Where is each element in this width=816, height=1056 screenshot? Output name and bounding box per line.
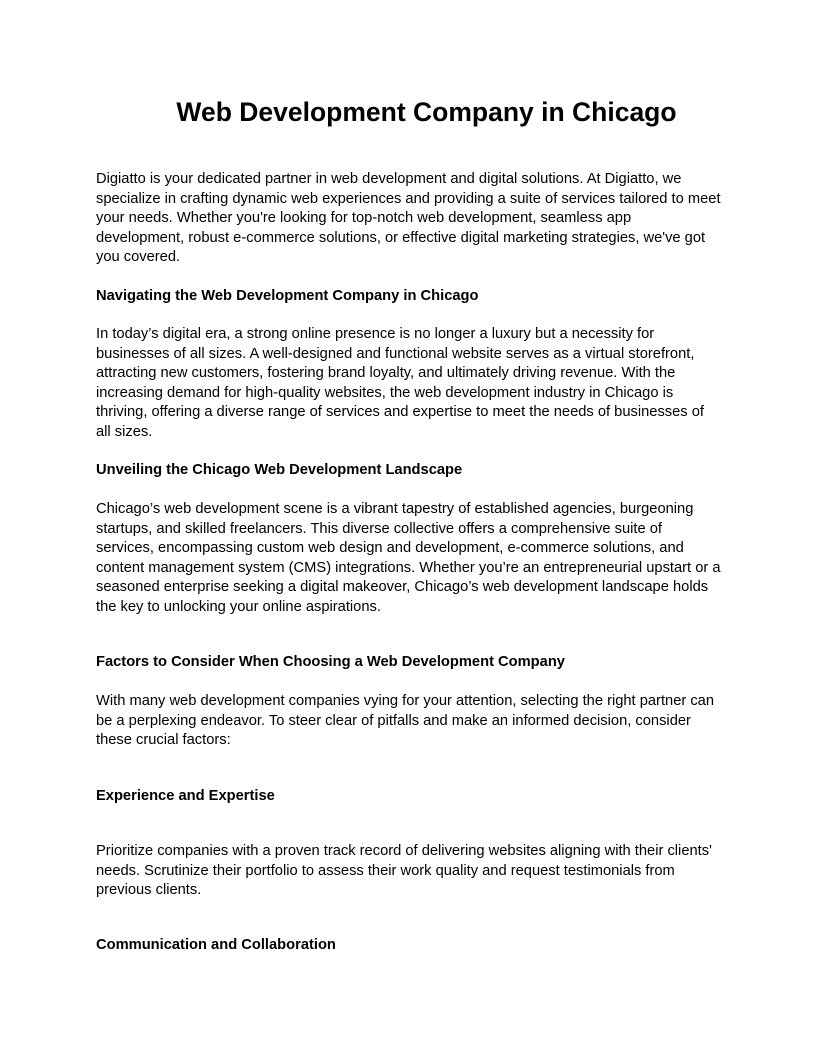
paragraph-line: your needs. Whether you're looking for top-notch web development, seamless app: [96, 210, 632, 226]
section-heading-experience: Experience and Expertise: [96, 788, 275, 804]
paragraph-line: Chicago’s web development scene is a vibrant tapestry of established agencies, burgeoning: [96, 501, 694, 517]
section-paragraph-landscape: [96, 500, 726, 617]
paragraph-line: these crucial factors:: [96, 732, 231, 748]
paragraph-line: increasing demand for high-quality websites, the web development industry in Chicago is: [96, 384, 674, 401]
paragraph-line: needs. Scrutinize their portfolio to assess their work quality and request testimonials from: [96, 862, 675, 879]
section-paragraph-factors: [96, 692, 726, 751]
paragraph-line: all sizes.: [96, 423, 153, 440]
paragraph-line: thriving, offering a diverse range of services and expertise to meet the needs of businesses of: [96, 404, 704, 420]
paragraph-line: startups, and skilled freelancers. This diverse collective offers a comprehensive suite of: [96, 520, 663, 537]
paragraph-line: services, encompassing custom web design and development, e-commerce solutions, and: [96, 540, 684, 556]
section-paragraph-navigating: [96, 325, 726, 442]
paragraph-line: specialize in crafting dynamic web experiences and providing a suite of services tailored to meet: [96, 190, 721, 207]
paragraph-line: attracting new customers, fostering brand loyalty, and ultimately driving revenue. With the: [96, 365, 676, 381]
paragraph-line: With many web development companies vying for your attention, selecting the right partner can: [96, 693, 715, 709]
paragraph-line: the key to unlocking your online aspirations.: [96, 598, 381, 615]
paragraph-line: previous clients.: [96, 882, 202, 898]
section-heading-navigating: Navigating the Web Development Company in Chicago: [96, 288, 479, 304]
paragraph-line: be a perplexing endeavor. To steer clear of pitfalls and make an informed decision, consider: [96, 712, 691, 729]
paragraph-line: businesses of all sizes. A well-designed and functional website serves as a virtual storefront,: [96, 345, 695, 362]
paragraph-line: In today’s digital era, a strong online presence is no longer a luxury but a necessity for: [96, 326, 655, 342]
intro-paragraph: [96, 170, 726, 268]
paragraph-line: development, robust e-commerce solutions, or effective digital marketing strategies, we've got: [96, 229, 706, 246]
section-heading-communication: Communication and Collaboration: [96, 937, 336, 953]
paragraph-line: Prioritize companies with a proven track record of delivering websites aligning with their clients': [96, 843, 712, 859]
page-title: Web Development Company in Chicago: [176, 97, 677, 127]
paragraph-line: content management system (CMS) integrations. Whether you’re an entrepreneurial upstart or a: [96, 559, 721, 576]
paragraph-line: seasoned enterprise seeking a digital makeover, Chicago’s web development landscape holds: [96, 579, 709, 595]
paragraph-line: Digiatto is your dedicated partner in web development and digital solutions. At Digiatto, we: [96, 171, 682, 187]
section-heading-factors: Factors to Consider When Choosing a Web Development Company: [96, 654, 565, 670]
paragraph-line: you covered.: [96, 249, 181, 265]
section-paragraph-experience: [96, 842, 726, 901]
section-heading-landscape: Unveiling the Chicago Web Development Landscape: [96, 462, 463, 478]
